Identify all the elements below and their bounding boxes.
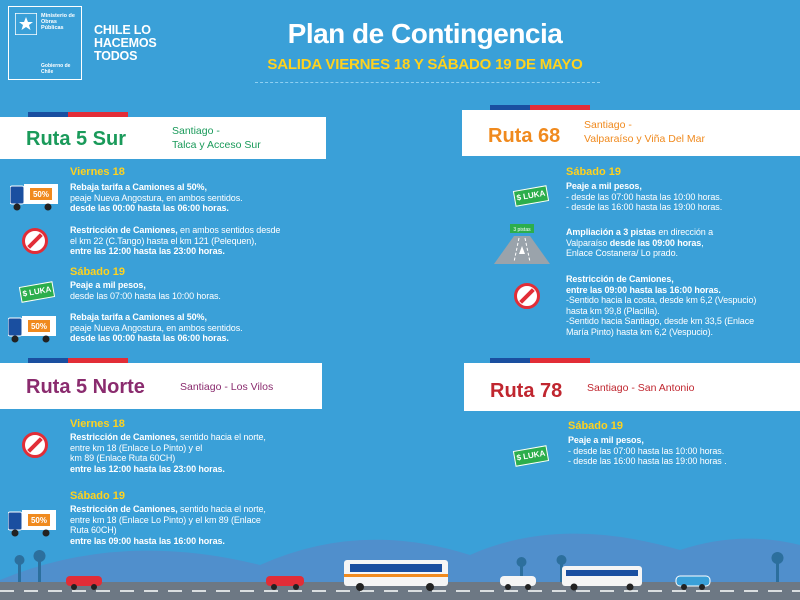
- route-desc: Santiago - Talca y Acceso Sur: [172, 125, 261, 151]
- rebate-entry: Rebaja tarifa a Camiones al 50%, peaje Nueva Angostura, en ambos sentidos. desde las 00:00 hasta las 06:00 horas.: [70, 312, 243, 343]
- route-header-5-sur: [0, 117, 326, 159]
- page-title: Plan de Contingencia: [287, 18, 563, 49]
- route-header-78: [464, 363, 800, 411]
- restriction-entry: Restricción de Camiones, sentido hacia el norte, entre km 18 (Enlace Lo Pinto) y el km 89 (Enlace Ruta 60CH) entre las 12:00 hasta las 23:00 horas.: [70, 432, 266, 474]
- no-entry-icon: [514, 283, 540, 309]
- rebate-entry: Rebaja tarifa a Camiones al 50%, peaje Nueva Angostura, en ambos sentidos. desde las 00:00 hasta las 06:00 horas.: [70, 182, 243, 213]
- lanes-entry: Ampliación a 3 pistas en dirección a Valparaíso desde las 09:00 horas, Enlace Costanera/ Lo prado.: [566, 227, 713, 258]
- toll-entry: Peaje a mil pesos, - desde las 07:00 hasta las 10:00 horas. - desde las 16:00 hasta las 19:00 horas.: [566, 181, 723, 212]
- truck-icon: [8, 314, 56, 344]
- route-desc: Santiago - San Antonio: [587, 382, 695, 394]
- route-header-5-norte: [0, 363, 322, 409]
- truck-icon: [10, 182, 58, 212]
- route-desc: Santiago - Los Vilos: [180, 381, 274, 393]
- toll-entry: Peaje a mil pesos, - desde las 07:00 hasta las 10:00 horas. - desde las 16:00 hasta las 19:00 horas .: [568, 435, 727, 466]
- day-label: Sábado 19: [70, 266, 126, 278]
- day-label: Sábado 19: [70, 490, 126, 502]
- route-header-68: [462, 110, 800, 156]
- svg-text:50%: 50%: [30, 322, 48, 331]
- day-label: Viernes 18: [70, 166, 125, 178]
- restriction-entry: Restricción de Camiones, sentido hacia el norte, entre km 18 (Enlace Lo Pinto) y el km 89 (Enlace Ruta 60CH) entre las 09:00 hasta las 16:00 horas.: [70, 504, 266, 546]
- route-name: Ruta 78: [490, 380, 563, 402]
- road-icon: [492, 224, 552, 264]
- divider: [255, 82, 600, 83]
- day-label: Sábado 19: [566, 166, 622, 178]
- day-label: Sábado 19: [568, 420, 624, 432]
- route-name: Ruta 68: [488, 125, 561, 147]
- day-label: Viernes 18: [70, 418, 125, 430]
- restriction-entry: Restricción de Camiones, entre las 09:00 hasta las 16:00 horas. -Sentido hacia la costa, desde km 6,2 (Vespucio) hasta km 99,8 (Placilla). -Sentido hacia Santiago, desde km 33,5 (Enlace María Pinto) hasta km 6,2 (Vespucio).: [566, 274, 757, 337]
- government-name: Gobierno de Chile: [41, 63, 71, 75]
- money-icon: $ LUKA: [513, 185, 549, 207]
- toll-entry: Peaje a mil pesos, desde las 07:00 hasta las 10:00 horas.: [70, 280, 221, 301]
- slogan: CHILE LO HACEMOS TODOS: [94, 23, 157, 63]
- page-subtitle: SALIDA VIERNES 18 Y SÁBADO 19 DE MAYO: [267, 56, 583, 73]
- svg-text:50%: 50%: [32, 190, 50, 199]
- road-scene: [0, 510, 800, 600]
- ministry-name: Ministerio de Obras Públicas: [41, 13, 75, 31]
- restriction-entry: Restricción de Camiones, en ambos sentidos desde el km 22 (C.Tango) hasta el km 121 (Pelequen), entre las 12:00 hasta las 23:00 horas.: [70, 225, 281, 256]
- route-name: Ruta 5 Norte: [26, 376, 145, 398]
- no-entry-icon: [22, 432, 48, 458]
- route-name: Ruta 5 Sur: [26, 128, 127, 150]
- svg-text:50%: 50%: [30, 516, 48, 525]
- money-icon: $ LUKA: [19, 281, 55, 303]
- no-entry-icon: [22, 228, 48, 254]
- road-sign-text: 3 pistas: [513, 227, 531, 233]
- money-icon: $ LUKA: [513, 445, 549, 467]
- route-desc: Santiago - Valparaíso y Viña Del Mar: [584, 119, 706, 145]
